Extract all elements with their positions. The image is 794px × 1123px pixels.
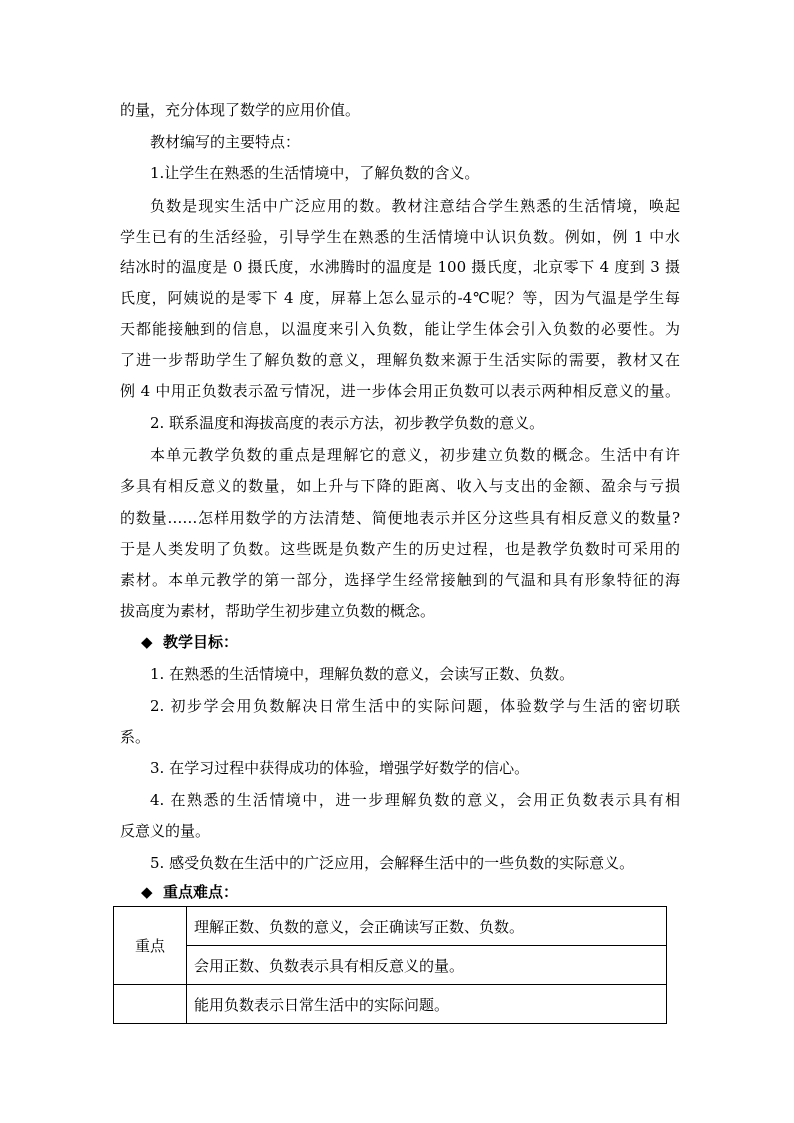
table-row (114, 985, 667, 1024)
paragraph-line: 结冰时的温度是 0 摄氏度，水沸腾时的温度是 100 摄氏度，北京零下 4 度到 3 摄 (120, 258, 680, 276)
objective-item: 5. 感受负数在生活中的广泛应用，会解释生活中的一些负数的实际意义。 (150, 854, 635, 872)
paragraph-line: 1.让学生在熟悉的生活情境中，了解负数的含义。 (150, 164, 480, 182)
paragraph-line: 的量，充分体现了数学的应用价值。 (120, 101, 361, 119)
table-row (114, 946, 667, 985)
objectives-heading-text: 教学目标： (163, 633, 239, 651)
paragraph-line: 了进一步帮助学生了解负数的意义，理解负数来源于生活实际的需要，教材又在 (120, 351, 680, 369)
objective-item: 1. 在熟悉的生活情境中，理解负数的意义，会读写正数、负数。 (150, 665, 575, 683)
table-cell: 能用负数表示日常生活中的实际问题。 (187, 985, 667, 1024)
paragraph-line: 多具有相反意义的数量，如上升与下降的距离、收入与支出的金额、盈余与亏损 (120, 477, 680, 495)
key-points-table (113, 906, 667, 1024)
objective-item: 4. 在熟悉的生活情境中，进一步理解负数的意义，会用正负数表示具有相 (150, 791, 680, 809)
table-cell: 理解正数、负数的意义，会正确读写正数、负数。 (187, 907, 667, 946)
objective-item-continued: 反意义的量。 (120, 822, 211, 840)
paragraph-line: 的数量……怎样用数学的方法清楚、简便地表示并区分这些具有相反意义的数量? (120, 509, 680, 527)
paragraph-line: 本单元教学负数的重点是理解它的意义，初步建立负数的概念。生活中有许 (150, 446, 680, 464)
paragraph-line: 于是人类发明了负数。这些既是负数产生的历史过程，也是教学负数时可采用的 (120, 540, 680, 558)
paragraph-line: 例 4 中用正负数表示盈亏情况，进一步体会用正负数可以表示两种相反意义的量。 (120, 382, 680, 400)
paragraph-line: 教材编写的主要特点： (150, 133, 301, 151)
diamond-bullet-icon: ◆ (141, 633, 153, 651)
objectives-heading (141, 632, 238, 652)
key-points-heading-text: 重点难点： (163, 883, 239, 901)
paragraph-line: 2. 联系温度和海拔高度的表示方法，初步教学负数的意义。 (150, 414, 545, 432)
table-row (114, 907, 667, 946)
category-cell: 重点 (114, 907, 187, 985)
table-cell: 会用正数、负数表示具有相反意义的量。 (187, 946, 667, 985)
paragraph-line: 天都能接触到的信息，以温度来引入负数，能让学生体会引入负数的必要性。为 (120, 320, 680, 338)
category-cell-empty (114, 985, 187, 1024)
paragraph-line: 负数是现实生活中广泛应用的数。教材注意结合学生熟悉的生活情境，唤起 (150, 197, 680, 215)
paragraph-line: 学生已有的生活经验，引导学生在熟悉的生活情境中认识负数。例如，例 1 中水 (120, 228, 680, 246)
key-points-heading (141, 882, 238, 902)
objective-item: 2. 初步学会用负数解决日常生活中的实际问题，体验数学与生活的密切联 (150, 697, 680, 715)
diamond-bullet-icon: ◆ (141, 883, 153, 901)
objective-item-continued: 系。 (120, 728, 151, 746)
paragraph-line: 氏度，阿姨说的是零下 4 度，屏幕上怎么显示的-4℃呢？等，因为气温是学生每 (120, 289, 680, 307)
paragraph-line: 拔高度为素材，帮助学生初步建立负数的概念。 (120, 602, 436, 620)
paragraph-line: 素材。本单元教学的第一部分，选择学生经常接触到的气温和具有形象特征的海 (120, 571, 680, 589)
objective-item: 3. 在学习过程中获得成功的体验，增强学好数学的信心。 (150, 759, 530, 777)
